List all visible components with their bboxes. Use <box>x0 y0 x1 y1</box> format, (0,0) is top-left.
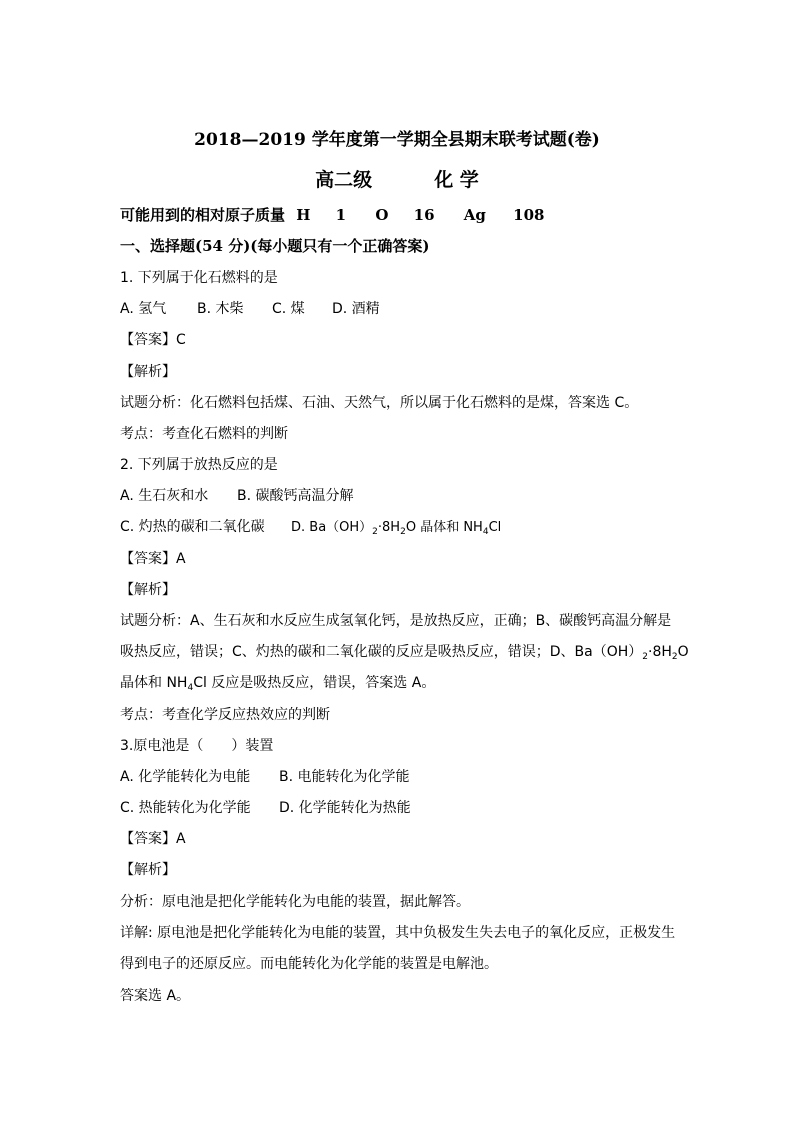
q2-option-b: B. 碳酸钙高温分解 <box>237 488 354 504</box>
q3-option-c: C. 热能转化为化学能 <box>120 800 251 816</box>
q2-option-a: A. 生石灰和水 <box>120 488 209 504</box>
q3-options-cd <box>120 798 411 818</box>
q2-option-d-text: ·8H <box>377 520 401 535</box>
q1-option-a: A. 氢气 <box>120 301 167 317</box>
q2-stem: 2. 下列属于放热反应的是 <box>120 457 278 473</box>
q2-answer: 【答案】A <box>120 551 186 567</box>
q1-options <box>120 299 380 319</box>
q2-option-c: C. 灼热的碳和二氧化碳 <box>120 519 265 535</box>
q3-answer: 【答案】A <box>120 831 186 847</box>
q3-xiangjie-line2: 得到电子的还原反应。而电能转化为化学能的装置是电解池。 <box>120 956 498 972</box>
text: 吸热反应，错误；C、灼热的碳和二氧化碳的反应是吸热反应，错误；D、Ba（OH） <box>120 644 643 660</box>
subscript: 2 <box>400 527 406 537</box>
q1-option-b: B. 木柴 <box>197 301 244 317</box>
text: 晶体和 NH <box>120 675 188 691</box>
exam-title: 2018—2019 学年度第一学期全县期末联考试题(卷) <box>194 130 600 150</box>
q3-final: 答案选 A。 <box>120 988 191 1004</box>
q3-option-d: D. 化学能转化为热能 <box>279 800 411 816</box>
q2-point: 考点：考查化学反应热效应的判断 <box>120 707 330 723</box>
q1-option-d: D. 酒精 <box>332 301 380 317</box>
q3-option-b: B. 电能转化为化学能 <box>279 769 410 785</box>
q2-analysis-line1: 试题分析：A、生石灰和水反应生成氢氧化钙，是放热反应，正确；B、碳酸钙高温分解是 <box>120 613 672 629</box>
q3-options-ab <box>120 767 410 787</box>
text: O <box>677 644 689 660</box>
subscript: 2 <box>642 652 649 662</box>
q2-option-d-text: Cl <box>488 520 502 535</box>
grade-label: 高二级 <box>315 169 373 191</box>
subscript: 4 <box>187 683 194 693</box>
subscript: 2 <box>372 527 378 537</box>
q2-option-d-text: O 晶体和 NH <box>405 520 483 535</box>
subscript: 2 <box>671 652 678 662</box>
q3-fenxi: 分析：原电池是把化学能转化为电能的装置，据此解答。 <box>120 894 470 910</box>
q1-point: 考点：考查化石燃料的判断 <box>120 426 288 442</box>
element-o: O <box>375 206 389 224</box>
atomic-mass-label: 可能用到的相对原子质量 <box>120 206 286 224</box>
q3-analysis-label: 【解析】 <box>120 862 176 878</box>
q2-options-ab <box>120 486 354 506</box>
q1-analysis-label: 【解析】 <box>120 364 176 380</box>
mass-h: 1 <box>335 206 347 224</box>
subject-label: 化 学 <box>434 169 479 191</box>
q1-answer: 【答案】C <box>120 332 186 348</box>
section-heading: 一、选择题(54 分)(每小题只有一个正确答案) <box>120 237 430 255</box>
subscript: 4 <box>482 527 489 537</box>
q3-xiangjie-line1: 详解: 原电池是把化学能转化为电能的装置，其中负极发生失去电子的氧化反应，正极发生 <box>120 925 676 941</box>
mass-o: 16 <box>413 206 435 224</box>
q2-option-d <box>291 518 501 542</box>
q3-stem: 3.原电池是（ ）装置 <box>120 738 274 754</box>
q1-stem: 1. 下列属于化石燃料的是 <box>120 270 278 286</box>
atomic-mass-line <box>120 205 544 225</box>
text: Cl 反应是吸热反应，错误，答案选 A。 <box>193 675 436 691</box>
q2-analysis-line2 <box>120 642 689 667</box>
element-h: H <box>296 206 311 224</box>
grade-subject-line <box>0 167 794 193</box>
element-ag: Ag <box>463 206 486 224</box>
q1-option-c: C. 煤 <box>272 301 305 317</box>
q2-options-cd <box>120 517 501 542</box>
mass-ag: 108 <box>513 206 545 224</box>
q1-analysis: 试题分析：化石燃料包括煤、石油、天然气，所以属于化石燃料的是煤，答案选 C。 <box>120 395 639 411</box>
q2-analysis-line3 <box>120 673 435 698</box>
q2-analysis-label: 【解析】 <box>120 582 176 598</box>
q2-option-d-text: D. Ba（OH） <box>291 520 373 535</box>
q3-option-a: A. 化学能转化为电能 <box>120 769 251 785</box>
text: ·8H <box>648 644 672 660</box>
